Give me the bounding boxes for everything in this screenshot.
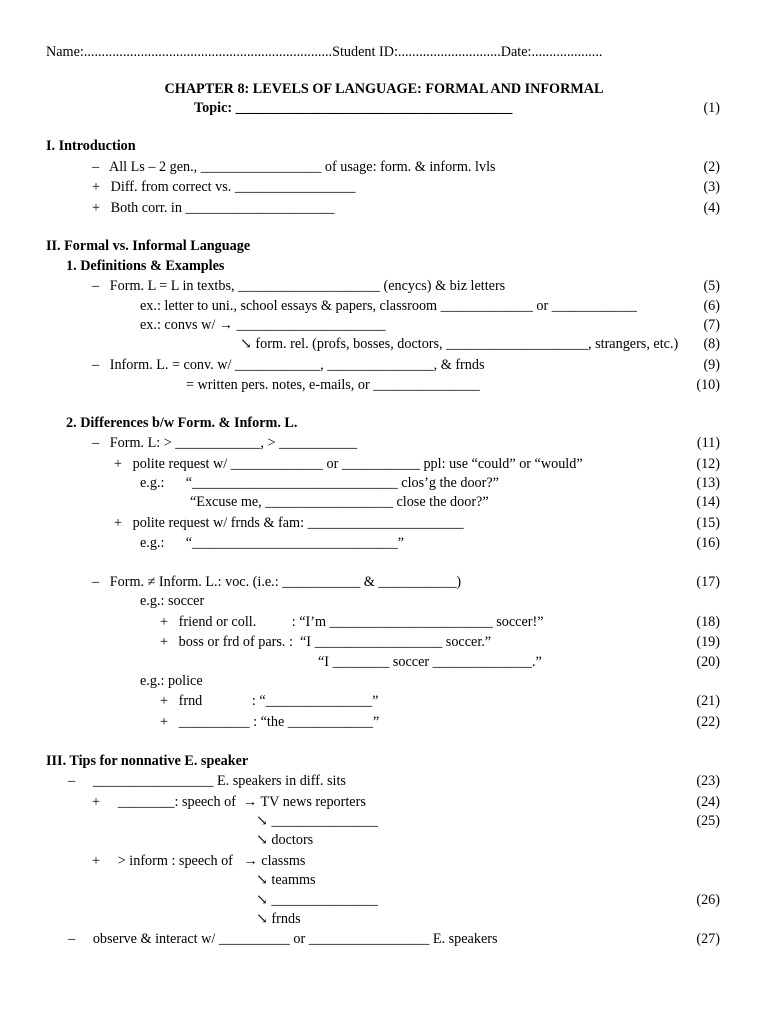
outline-line: “Excuse me, __________________ close the door?”: [190, 494, 489, 510]
outline-line: ↘ teamms: [256, 872, 316, 888]
item-number: (13): [696, 475, 720, 491]
section-heading: 1. Definitions & Examples: [66, 258, 225, 274]
outline-line: – observe & interact w/ __________ or _________________ E. speakers: [68, 931, 498, 947]
item-number: (23): [696, 773, 720, 789]
item-number: (6): [703, 298, 720, 314]
section-heading: 2. Differences b/w Form. & Inform. L.: [66, 415, 298, 431]
outline-line: – All Ls – 2 gen., _________________ of usage: form. & inform. lvls: [92, 159, 496, 175]
item-number: (4): [703, 200, 720, 216]
outline-line: + boss or frd of pars. : “I __________________ soccer.”: [160, 634, 492, 650]
outline-line: e.g.: police: [140, 673, 203, 689]
item-number: (26): [696, 892, 720, 908]
item-number: (19): [696, 634, 720, 650]
outline-line: – Form. L: > ____________, > ___________: [92, 435, 358, 451]
item-number: (22): [696, 714, 720, 730]
outline-line: – Form. ≠ Inform. L.: voc. (i.e.: ___________ & ___________): [92, 574, 462, 590]
section-heading: I. Introduction: [46, 138, 136, 154]
outline-line: ex.: convs w/ → _____________________: [140, 317, 386, 333]
item-number: (1): [703, 100, 720, 116]
item-number: (20): [696, 654, 720, 670]
item-number: (3): [703, 179, 720, 195]
outline-line: “I ________ soccer ______________.”: [318, 654, 542, 670]
item-number: (2): [703, 159, 720, 175]
item-number: (16): [696, 535, 720, 551]
outline-line: + polite request w/ frnds & fam: ______________________: [114, 515, 464, 531]
outline-line: + > inform : speech of → classms: [92, 853, 306, 869]
item-number: (15): [696, 515, 720, 531]
item-number: (18): [696, 614, 720, 630]
outline-line: – _________________ E. speakers in diff. sits: [68, 773, 346, 789]
item-number: (9): [703, 357, 720, 373]
item-number: (10): [696, 377, 720, 393]
outline-line: + polite request w/ _____________ or ___________ ppl: use “could” or “would”: [114, 456, 583, 472]
outline-line: – Form. L = L in textbs, ____________________ (encycs) & biz letters: [92, 278, 506, 294]
item-number: (17): [696, 574, 720, 590]
item-number: (8): [703, 336, 720, 352]
outline-line: + ________: speech of → TV news reporters: [92, 794, 366, 810]
outline-line: – Inform. L. = conv. w/ ____________, _______________, & frnds: [92, 357, 485, 373]
outline-line: + Both corr. in _____________________: [92, 200, 335, 216]
item-number: (25): [696, 813, 720, 829]
outline-line: ↘ doctors: [256, 832, 314, 848]
topic-line: Topic: _______________________________________: [194, 100, 513, 116]
outline-line: + __________ : “the ____________”: [160, 714, 380, 730]
outline-line: ↘ _______________: [256, 813, 378, 829]
outline-line: = written pers. notes, e-mails, or _______________: [186, 377, 480, 393]
page-title: CHAPTER 8: LEVELS OF LANGUAGE: FORMAL AND INFORMAL: [164, 81, 604, 97]
outline-line: + Diff. from correct vs. _________________: [92, 179, 356, 195]
item-number: (27): [696, 931, 720, 947]
item-number: (5): [703, 278, 720, 294]
outline-line: ↘ frnds: [256, 911, 301, 927]
item-number: (14): [696, 494, 720, 510]
section-heading: II. Formal vs. Informal Language: [46, 238, 251, 254]
item-number: (7): [703, 317, 720, 333]
outline-line: e.g.: “_____________________________”: [140, 535, 405, 551]
outline-line: ↘ form. rel. (profs, bosses, doctors, ____________________, strangers, etc.): [240, 336, 679, 352]
section-heading: III. Tips for nonnative E. speaker: [46, 753, 249, 769]
name-id-date-line: Name:......................................................................Student ID:.............................Date:....................: [46, 44, 603, 60]
outline-line: + frnd : “_______________”: [160, 693, 379, 709]
outline-line: + friend or coll. : “I’m _______________________ soccer!”: [160, 614, 544, 630]
outline-line: e.g.: soccer: [140, 593, 205, 609]
outline-line: ex.: letter to uni., school essays & papers, classroom _____________ or ____________: [140, 298, 637, 314]
item-number: (21): [696, 693, 720, 709]
outline-line: ↘ _______________: [256, 892, 378, 908]
outline-line: e.g.: “_____________________________ clos’g the door?”: [140, 475, 499, 491]
item-number: (24): [696, 794, 720, 810]
item-number: (11): [696, 435, 720, 451]
item-number: (12): [696, 456, 720, 472]
